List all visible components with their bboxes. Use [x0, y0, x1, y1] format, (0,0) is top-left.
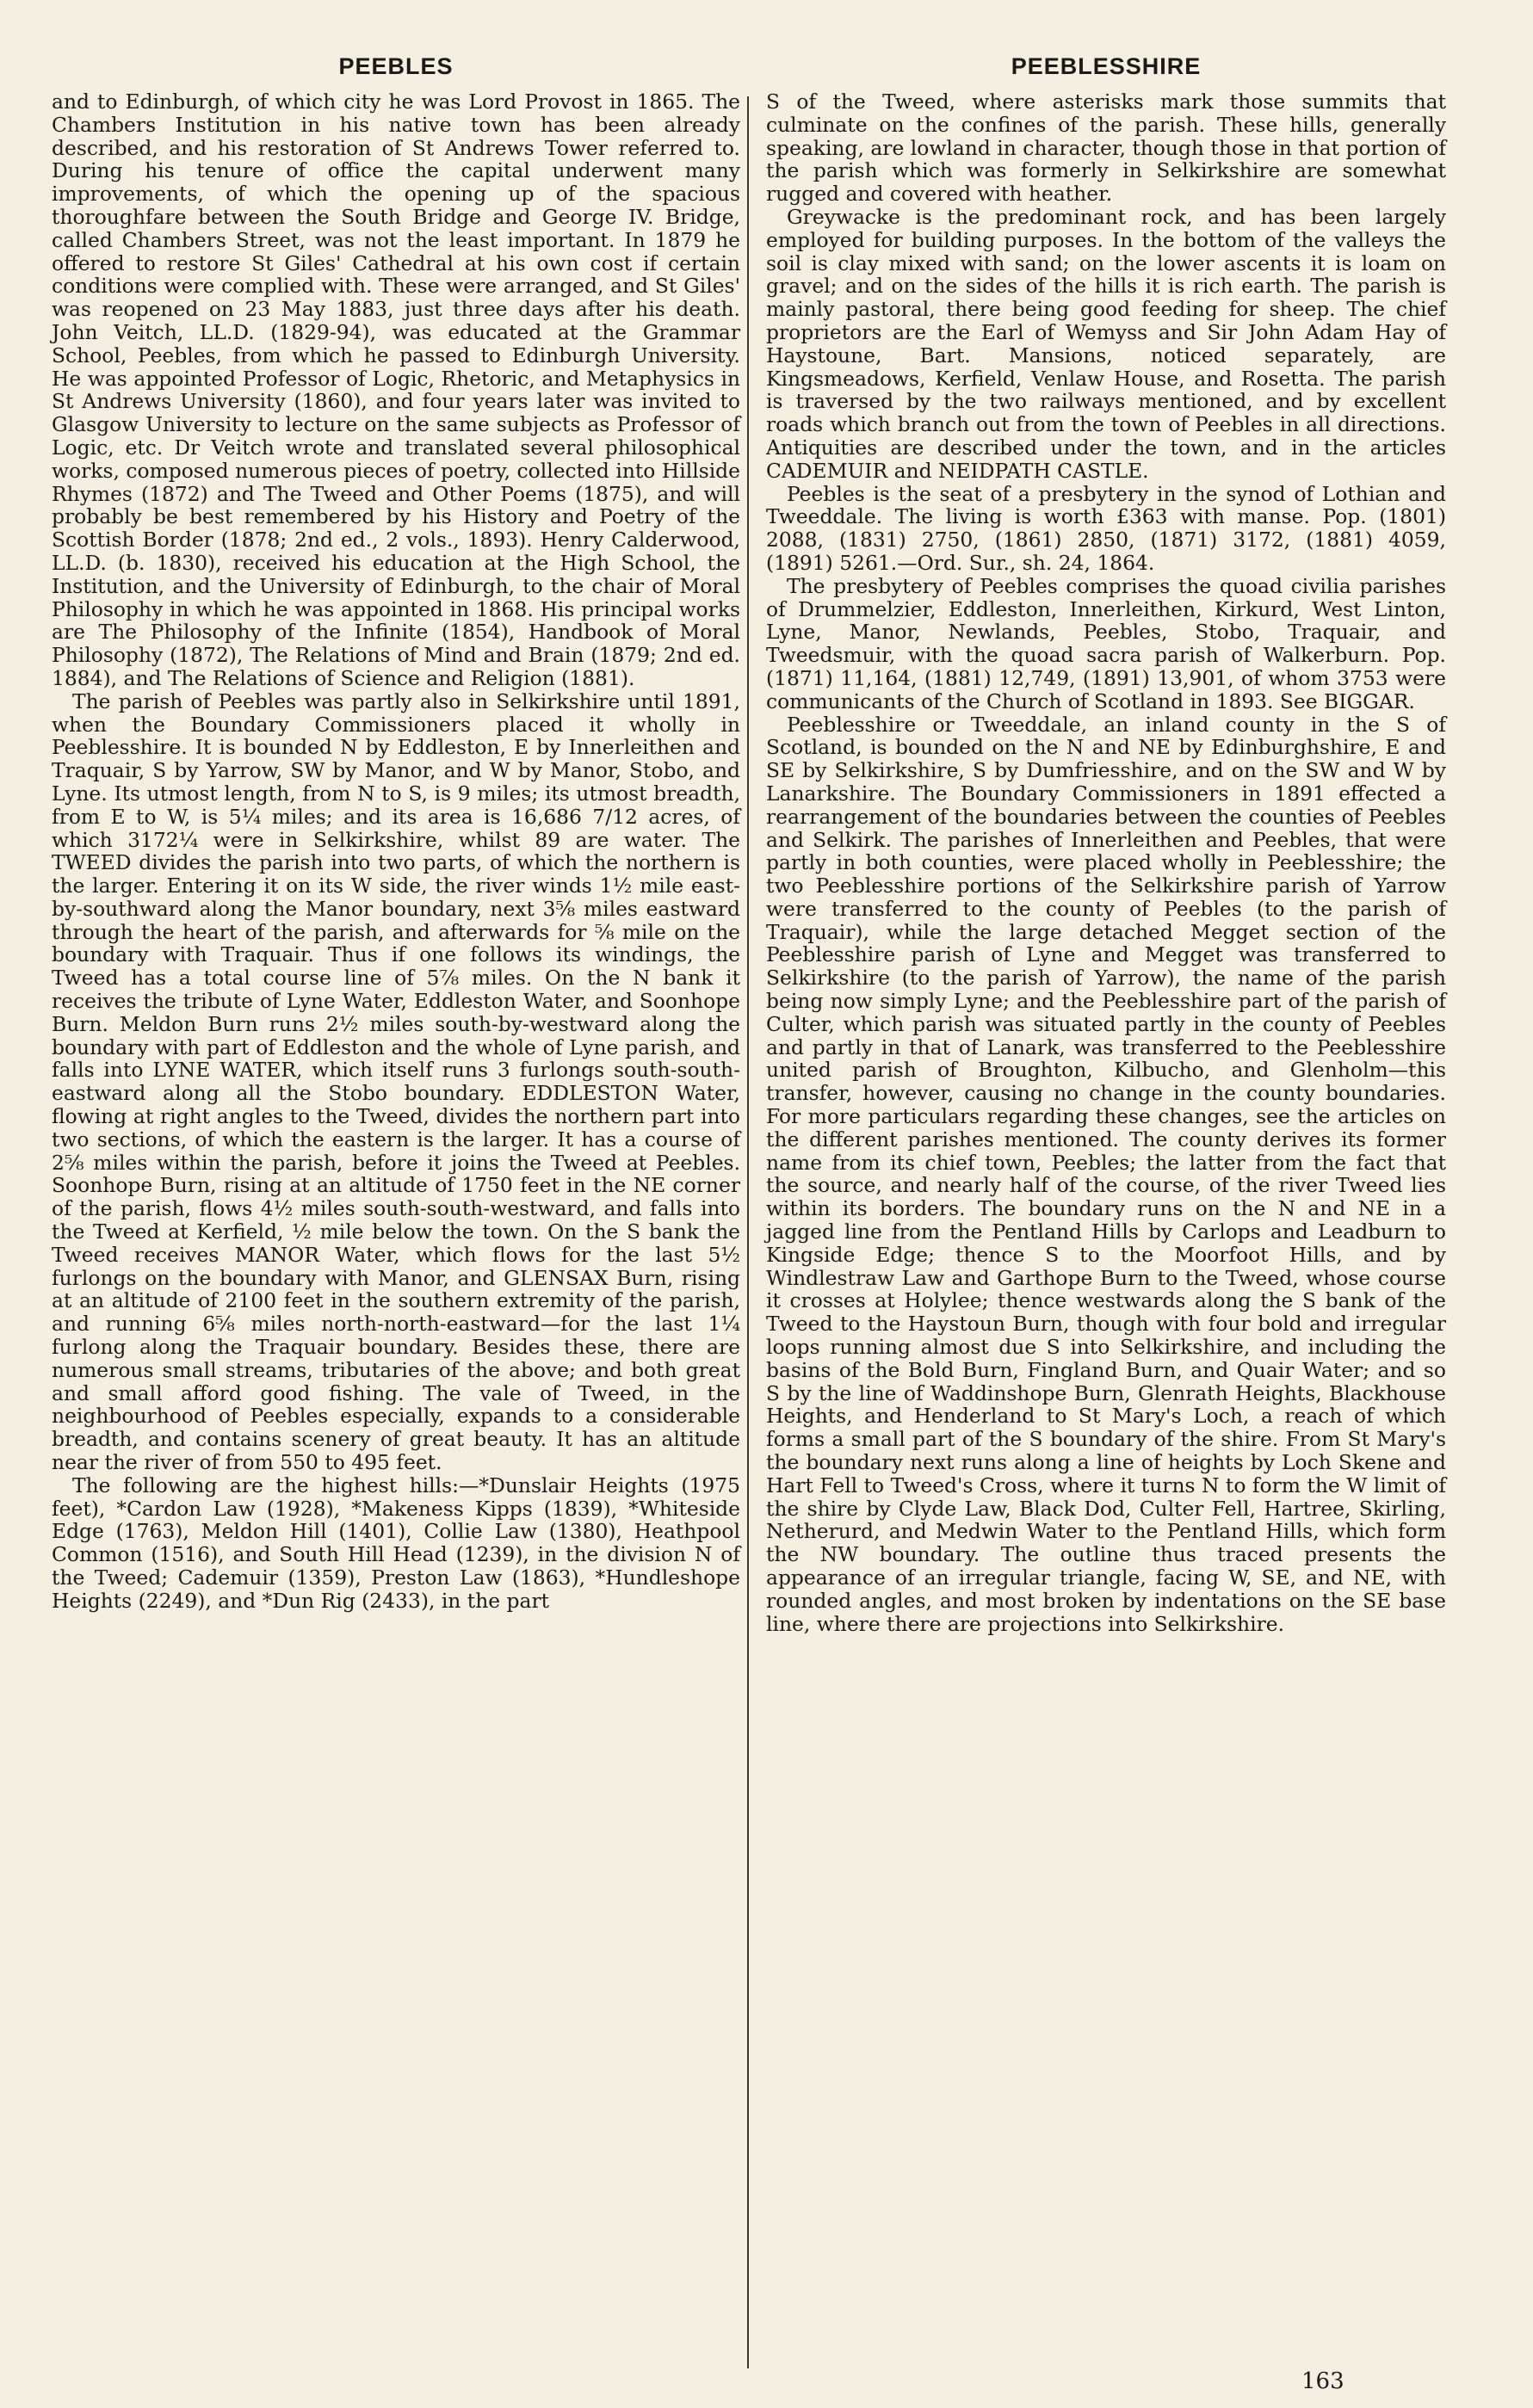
paragraph: The parish of Peebles was partly also in Selkirkshire until 1891, when the Boundary Commissioners placed it wholly in Peeblesshire. It is bounded N by Eddleston, E by Innerleithen and Traquair, S by Yarrow, SW by Manor, and W by Manor, Stobo, and Lyne. Its utmost length, from N to S, is 9 miles; its utmost breadth, from E to W, is 5¼ miles; and its area is 16,686 7/12 acres, of which 3172¼ were in Selkirkshire, whilst 89 are water. The TWEED divides the parish into two parts, of which the northern is the larger. Entering it on its W side, the river winds 1½ mile east-by-southward along the Manor boundary, next 3⅝ miles eastward through the heart of the parish, and afterwards for ⅝ mile on the boundary with Traquair. Thus if one follows its windings, the Tweed has a total course line of 5⅞ miles. On the N bank it receives the tribute of Lyne Water, Eddleston Water, and Soonhope Burn. Meldon Burn runs 2½ miles south-by-westward along the boundary with part of Eddleston and the whole of Lyne parish, and falls into LYNE WATER, which itself runs 3 furlongs south-south-eastward along all the Stobo boundary. EDDLESTON Water, flowing at right angles to the Tweed, divides the northern part into two sections, of which the eastern is the larger. It has a course of 2⅝ miles within the parish, before it joins the Tweed at Peebles. Soonhope Burn, rising at an altitude of 1750 feet in the NE corner of the parish, flows 4½ miles south-south-westward, and falls into the Tweed at Kerfield, ½ mile below the town. On the S bank the Tweed receives MANOR Water, which flows for the last 5½ furlongs on the boundary with Manor, and GLENSAX Burn, rising at an altitude of 2100 feet in the southern extremity of the parish, and running 6⅝ miles north-north-eastward—for the last 1¼ furlong along the Traquair boundary. Besides these, there are numerous small streams, tributaries of the above; and both great and small afford good fishing. The vale of Tweed, in the neighbourhood of Peebles especially, expands to a considerable breadth, and contains scenery of great beauty. It has an altitude near the river of from 550 to 495 feet.	[52, 688, 740, 1475]
column-rule	[747, 96, 749, 2368]
paragraph: Greywacke is the predominant rock, and has been largely employed for building purposes. In the bottom of the valleys the soil is clay mixed with sand; on the lower ascents it is loam on gravel; and on the sides of the hills it is rich earth. The parish is mainly pastoral, there being good feeding for sheep. The chief proprietors are the Earl of Wemyss and Sir John Adam Hay of Haystoune, Bart. Mansions, noticed separately, are Kingsmeadows, Kerfield, Venlaw House, and Rosetta. The parish is traversed by the two railways mentioned, and by excellent roads which branch out from the town of Peebles in all directions. Antiquities are described under the town, and in the articles CADEMUIR and NEIDPATH CASTLE.	[766, 204, 1446, 483]
page-number: 163	[1301, 2368, 1344, 2394]
paragraph: Peeblesshire or Tweeddale, an inland county in the S of Scotland, is bounded on the N and NE by Edinburghshire, E and SE by Selkirkshire, S by Dumfriesshire, and on the SW and W by Lanarkshire. The Boundary Commissioners in 1891 effected a rearrangement of the boundaries between the counties of Peebles and Selkirk. The parishes of Innerleithen and Peebles, that were partly in both counties, were placed wholly in Peeblesshire; the two Peeblesshire portions of the Selkirkshire parish of Yarrow were transferred to the county of Peebles (to the parish of Traquair), while the large detached Megget section of the Peeblesshire parish of Lyne and Megget was transferred to Selkirkshire (to the parish of Yarrow), the name of the parish being now simply Lyne; and the Peeblesshire part of the parish of Culter, which parish was situated partly in the county of Peebles and partly in that of Lanark, was transferred to the Peeblesshire united parish of Broughton, Kilbucho, and Glenholm—this transfer, however, causing no change in the county boundaries. For more particulars regarding these changes, see the articles on the different parishes mentioned. The county derives its former name from its chief town, Peebles; the latter from the fact that the source, and nearly half of the course, of the river Tweed lies within its borders. The boundary runs on the N and NE in a jagged line from the Pentland Hills by Carlops and Leadburn to Kingside Edge; thence S to the Moorfoot Hills, and by Windlestraw Law and Garthope Burn to the Tweed, whose course it crosses at Holylee; thence westwards along the S bank of the Tweed to the Haystoun Burn, though with four bold and irregular loops running almost due S into Selkirkshire, and including the basins of the Bold Burn, Fingland Burn, and Quair Water; and so S by the line of Waddinshope Burn, Glenrath Heights, Blackhouse Heights, and Henderland to St Mary's Loch, a reach of which forms a small part of the S boundary of the shire. From St Mary's the boundary next runs along a line of heights by Loch Skene and Hart Fell to Tweed's Cross, where it turns N to form the W limit of the shire by Clyde Law, Black Dod, Culter Fell, Hartree, Skirling, Netherurd, and Medwin Water to the Pentland Hills, which form the NW boundary. The outline thus traced presents the appearance of an irregular triangle, facing W, SE, and NE, with rounded angles, and most broken by indentations on the SE base line, where there are projections into Selkirkshire.	[766, 712, 1446, 1636]
paragraph: S of the Tweed, where asterisks mark those summits that culminate on the confines of the parish. These hills, generally speaking, are lowland in character, though those in that portion of the parish which was formerly in Selkirkshire are somewhat rugged and covered with heather.	[766, 90, 1446, 207]
running-head-right: PEEBLESSHIRE	[1011, 53, 1202, 79]
right-column	[766, 53, 1446, 1635]
paragraph: Peebles is the seat of a presbytery in the synod of Lothian and Tweeddale. The living is worth £363 with manse. Pop. (1801) 2088, (1831) 2750, (1861) 2850, (1871) 3172, (1881) 4059, (1891) 5261.—Ord. Sur., sh. 24, 1864.	[766, 481, 1446, 575]
paragraph: and to Edinburgh, of which city he was Lord Provost in 1865. The Chambers Institution in his native town has been already described, and his restoration of St Andrews Tower referred to. During his tenure of office the capital underwent many improvements, of which the opening up of the spacious thoroughfare between the South Bridge and George IV. Bridge, called Chambers Street, was not the least important. In 1879 he offered to restore St Giles' Cathedral at his own cost if certain conditions were complied with. These were arranged, and St Giles' was reopened on 23 May 1883, just three days after his death. John Veitch, LL.D. (1829-94), was educated at the Grammar School, Peebles, from which he passed to Edinburgh University. He was appointed Professor of Logic, Rhetoric, and Metaphysics in St Andrews University (1860), and four years later was invited to Glasgow University to lecture on the same subjects as Professor of Logic, etc. Dr Veitch wrote and translated several philosophical works, composed numerous pieces of poetry, collected into Hillside Rhymes (1872) and The Tweed and Other Poems (1875), and will probably be best remembered by his History and Poetry of the Scottish Border (1878; 2nd ed., 2 vols., 1893). Henry Calderwood, LL.D. (b. 1830), received his education at the High School, the Institution, and the University of Edinburgh, to the chair of Moral Philosophy in which he was appointed in 1868. His principal works are The Philosophy of the Infinite (1854), Handbook of Moral Philosophy (1872), The Relations of Mind and Brain (1879; 2nd ed. 1884), and The Relations of Science and Religion (1881).	[52, 90, 740, 690]
paragraph: The presbytery of Peebles comprises the quoad civilia parishes of Drummelzier, Eddleston, Innerleithen, Kirkurd, West Linton, Lyne, Manor, Newlands, Peebles, Stobo, Traquair, and Tweedsmuir, with the quoad sacra parish of Walkerburn. Pop. (1871) 11,164, (1881) 12,749, (1891) 13,901, of whom 3753 were communicants of the Church of Scotland in 1893. See BIGGAR.	[766, 573, 1446, 713]
paragraph: The following are the highest hills:—*Dunslair Heights (1975 feet), *Cardon Law (1928), *Makeness Kipps (1839), *Whiteside Edge (1763), Meldon Hill (1401), Collie Law (1380), Heathpool Common (1516), and South Hill Head (1239), in the division N of the Tweed; Cademuir (1359), Preston Law (1863), *Hundleshope Heights (2249), and *Dun Rig (2433), in the part	[52, 1473, 740, 1613]
running-head-left: PEEBLES	[338, 53, 454, 79]
left-column	[52, 53, 740, 1613]
